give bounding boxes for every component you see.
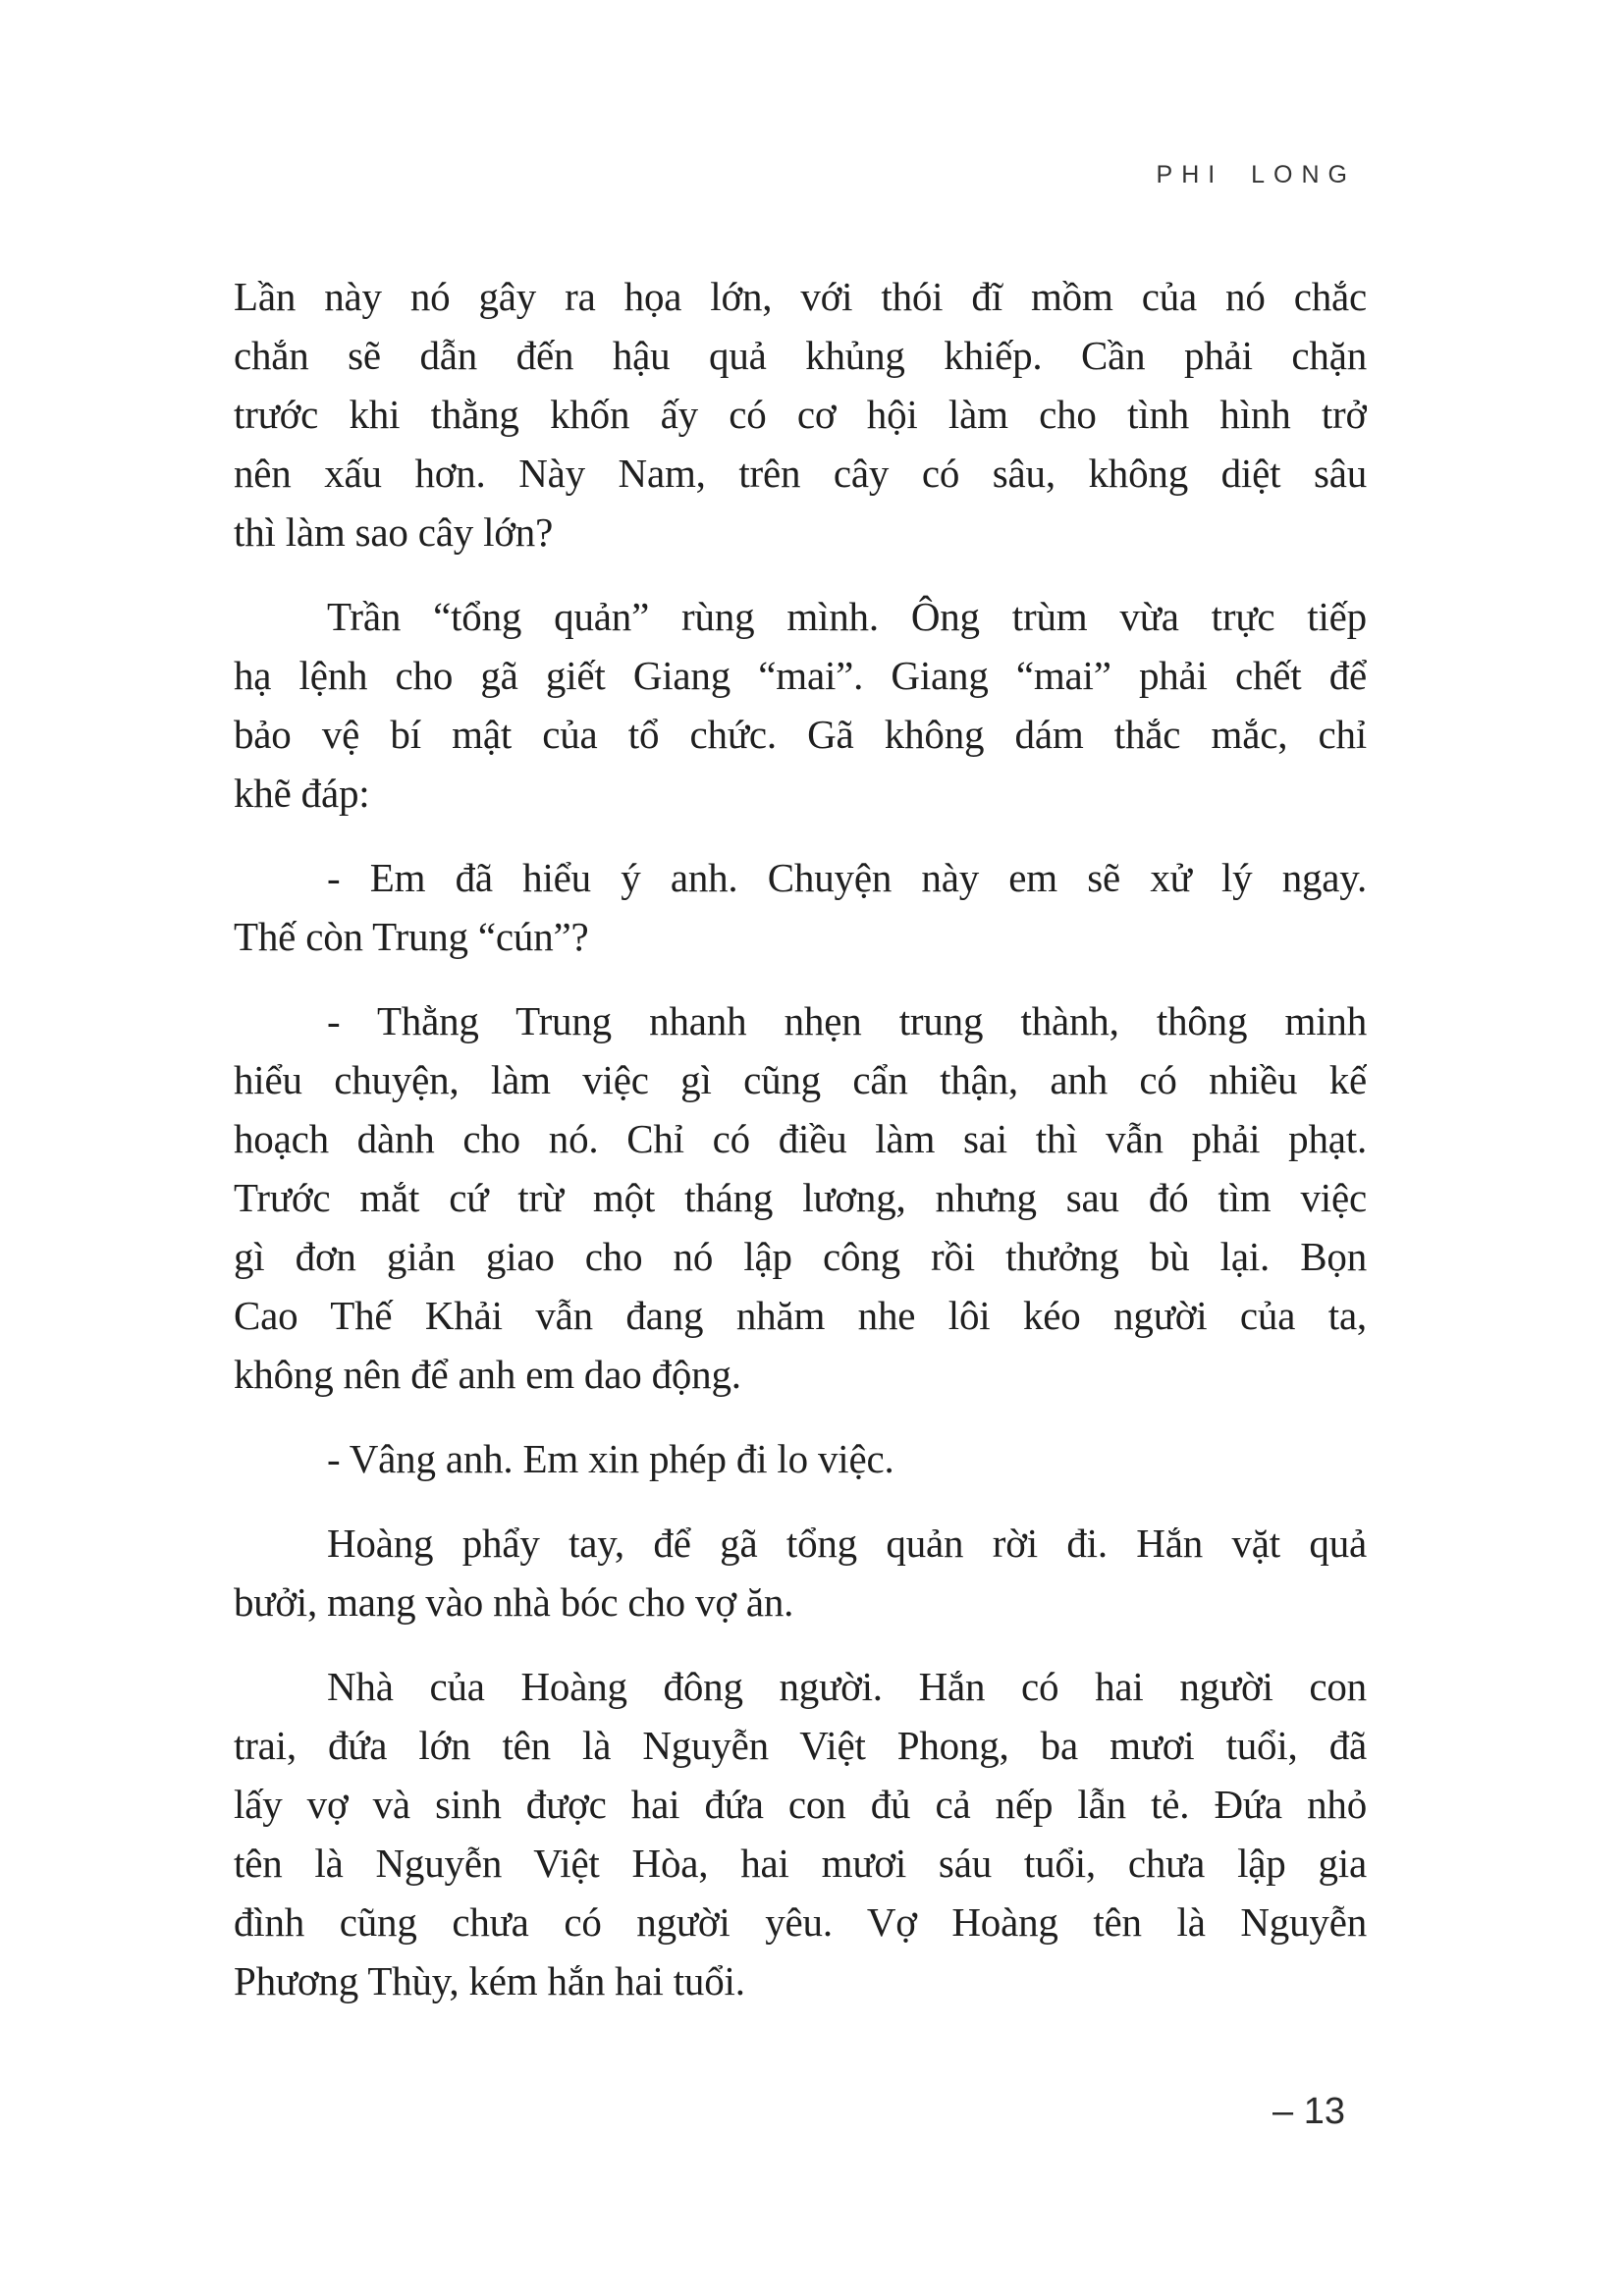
text-line: thì làm sao cây lớn? xyxy=(234,509,554,555)
text-line: tên là Nguyễn Việt Hòa, hai mươi sáu tuổi, chưa lập gia xyxy=(234,1841,1367,1886)
text-line: - Em đã hiểu ý anh. Chuyện này em sẽ xử lý ngay. xyxy=(327,855,1367,900)
text-line: Lần này nó gây ra họa lớn, với thói đĩ mồm của nó chắc xyxy=(234,274,1367,319)
text-line: gì đơn giản giao cho nó lập công rồi thưởng bù lại. Bọn xyxy=(234,1234,1367,1279)
text-line: Nhà của Hoàng đông người. Hắn có hai người con xyxy=(327,1664,1367,1709)
paragraph-2 xyxy=(234,587,1367,823)
text-line: đình cũng chưa có người yêu. Vợ Hoàng tên là Nguyễn xyxy=(234,1899,1367,1945)
paragraph-5 xyxy=(234,1429,1367,1488)
page-number: – 13 xyxy=(1272,2091,1345,2132)
text-line: lấy vợ và sinh được hai đứa con đủ cả nếp lẫn tẻ. Đứa nhỏ xyxy=(234,1782,1367,1827)
text-line: hạ lệnh cho gã giết Giang “mai”. Giang “mai” phải chết để xyxy=(234,653,1367,698)
text-line: không nên để anh em dao động. xyxy=(234,1352,741,1397)
text-line: trước khi thằng khốn ấy có cơ hội làm cho tình hình trở xyxy=(234,392,1367,437)
text-line: Trước mắt cứ trừ một tháng lương, nhưng sau đó tìm việc xyxy=(234,1175,1367,1220)
text-line: bưởi, mang vào nhà bóc cho vợ ăn. xyxy=(234,1579,794,1625)
text-line: - Vâng anh. Em xin phép đi lo việc. xyxy=(327,1436,894,1481)
paragraph-1 xyxy=(234,267,1367,561)
text-line: hoạch dành cho nó. Chỉ có điều làm sai thì vẫn phải phạt. xyxy=(234,1116,1367,1161)
text-line: nên xấu hơn. Này Nam, trên cây có sâu, không diệt sâu xyxy=(234,451,1367,496)
text-line: Phương Thùy, kém hắn hai tuổi. xyxy=(234,1958,745,2003)
paragraph-3 xyxy=(234,848,1367,966)
text-line: hiểu chuyện, làm việc gì cũng cẩn thận, anh có nhiều kế xyxy=(234,1057,1367,1102)
text-line: Cao Thế Khải vẫn đang nhăm nhe lôi kéo người của ta, xyxy=(234,1293,1367,1338)
running-header-author: PHI LONG xyxy=(1156,161,1356,188)
text-line: Hoàng phẩy tay, để gã tổng quản rời đi. Hắn vặt quả xyxy=(327,1521,1367,1566)
paragraph-6 xyxy=(234,1514,1367,1631)
text-line: - Thằng Trung nhanh nhẹn trung thành, thông minh xyxy=(327,998,1367,1043)
text-line: bảo vệ bí mật của tổ chức. Gã không dám thắc mắc, chỉ xyxy=(234,712,1367,757)
text-line: trai, đứa lớn tên là Nguyễn Việt Phong, ba mươi tuổi, đã xyxy=(234,1723,1367,1768)
page-body xyxy=(234,267,1367,2010)
text-line: Thế còn Trung “cún”? xyxy=(234,914,589,959)
text-line: chắn sẽ dẫn đến hậu quả khủng khiếp. Cần phải chặn xyxy=(234,333,1367,378)
text-line: Trần “tổng quản” rùng mình. Ông trùm vừa trực tiếp xyxy=(327,594,1367,639)
paragraph-7 xyxy=(234,1657,1367,2010)
text-line: khẽ đáp: xyxy=(234,771,370,816)
paragraph-4 xyxy=(234,991,1367,1404)
